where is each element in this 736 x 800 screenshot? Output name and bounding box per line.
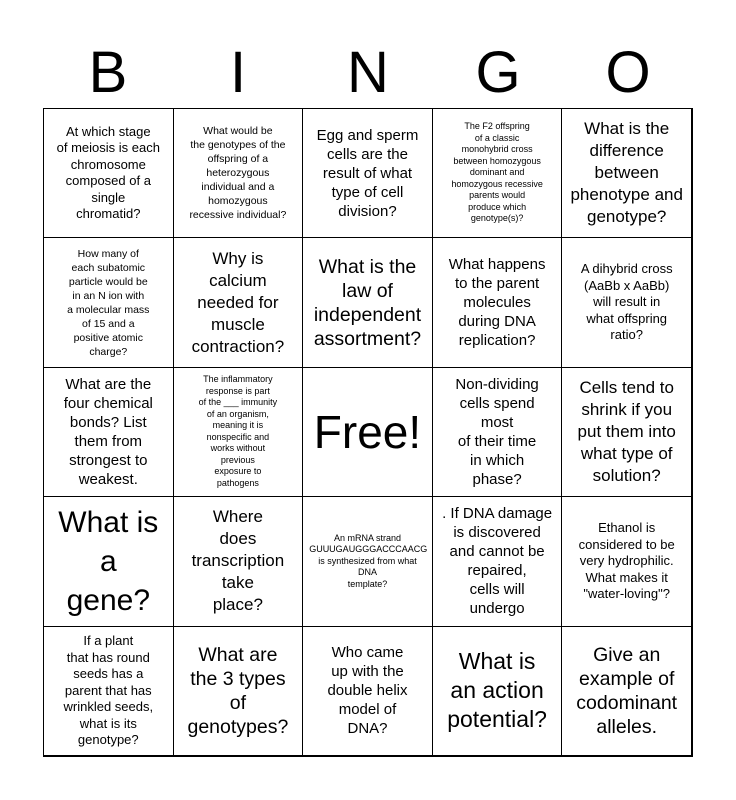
cell-text: How many of each subatomic particle would be in an N ion with a molecular mass of 15 and a positive atomic charge?: [67, 247, 150, 358]
cell-text: Free!: [313, 405, 422, 458]
bingo-cell[interactable]: [302, 237, 433, 367]
cell-text: Cells tend to shrink if you put them into what type of solution?: [577, 377, 676, 485]
cell-text: The inflammatory response is part of the ___ immunity of an organism, meaning it is nonspecific and works without previous exposure to pathogens: [198, 374, 278, 488]
cell-text: What is an action potential?: [447, 648, 547, 733]
bingo-cell[interactable]: [43, 237, 174, 367]
bingo-cell[interactable]: [173, 496, 304, 626]
bingo-cell[interactable]: [432, 626, 563, 756]
bingo-cell[interactable]: [43, 108, 174, 238]
cell-text: If a plant that has round seeds has a parent that has wrinkled seeds, what is its genotype?: [63, 633, 154, 748]
bingo-cell[interactable]: [173, 108, 304, 238]
cell-text: What are the 3 types of genotypes?: [187, 643, 289, 738]
bingo-cell[interactable]: [561, 108, 692, 238]
cell-text: . If DNA damage is discovered and cannot be repaired, cells will undergo: [442, 505, 553, 618]
free-space-cell[interactable]: [302, 367, 433, 497]
cell-text: Where does transcription take place?: [191, 507, 285, 615]
cell-text: An mRNA strand GUUUGAUGGGACCCAACG is synthesized from what DNA template?: [309, 532, 428, 589]
bingo-cell[interactable]: [43, 626, 174, 756]
bingo-cell[interactable]: [432, 237, 563, 367]
bingo-cell[interactable]: [432, 108, 563, 238]
bingo-cell[interactable]: [561, 367, 692, 497]
header-letter-g: G: [475, 40, 521, 105]
cell-text: Ethanol is considered to be very hydrophilic. What makes it "water-loving"?: [578, 520, 675, 602]
header-letter-i: I: [229, 40, 247, 105]
header-letter-b: B: [88, 40, 128, 105]
cell-text: At which stage of meiosis is each chromosome composed of a single chromatid?: [56, 123, 160, 222]
cell-text: Who came up with the double helix model of DNA?: [327, 644, 408, 738]
cell-text: The F2 offspring of a classic monohybrid cross between homozygous dominant and homozygous recessive parents would produce which genotype(s)?: [451, 121, 543, 224]
bingo-cell[interactable]: [173, 626, 304, 756]
bingo-cell[interactable]: [302, 626, 433, 756]
bingo-cell[interactable]: [173, 237, 304, 367]
cell-text: What is a gene?: [58, 505, 159, 617]
cell-text: What happens to the parent molecules during DNA replication?: [448, 256, 546, 350]
header-letter-n: N: [347, 40, 389, 105]
bingo-cell[interactable]: [302, 108, 433, 238]
bingo-cell[interactable]: [561, 237, 692, 367]
bingo-cell[interactable]: [432, 496, 563, 626]
bingo-header: [43, 38, 693, 108]
bingo-cell[interactable]: [173, 367, 304, 497]
cell-text: Non-dividing cells spend most of their time in which phase?: [455, 375, 539, 488]
header-letter-o: O: [605, 40, 651, 105]
bingo-cell[interactable]: [561, 496, 692, 626]
bingo-cell[interactable]: [43, 496, 174, 626]
bingo-cell[interactable]: [302, 496, 433, 626]
cell-text: What are the four chemical bonds? List them from strongest to weakest.: [63, 375, 153, 488]
cell-text: A dihybrid cross (AaBb x AaBb) will result in what offspring ratio?: [580, 261, 673, 343]
cell-text: What is the law of independent assortment?: [313, 255, 422, 350]
bingo-cell[interactable]: [43, 367, 174, 497]
cell-text: What would be the genotypes of the offspring of a heterozygous individual and a homozygous recessive individual?: [189, 125, 287, 222]
cell-text: Why is calcium needed for muscle contraction?: [191, 248, 285, 356]
cell-text: Egg and sperm cells are the result of what type of cell division?: [316, 126, 419, 220]
bingo-cell[interactable]: [561, 626, 692, 756]
cell-text: What is the difference between phenotype and genotype?: [570, 119, 683, 227]
bingo-grid: [43, 108, 693, 757]
cell-text: Give an example of codominant alleles.: [576, 643, 678, 738]
bingo-cell[interactable]: [432, 367, 563, 497]
